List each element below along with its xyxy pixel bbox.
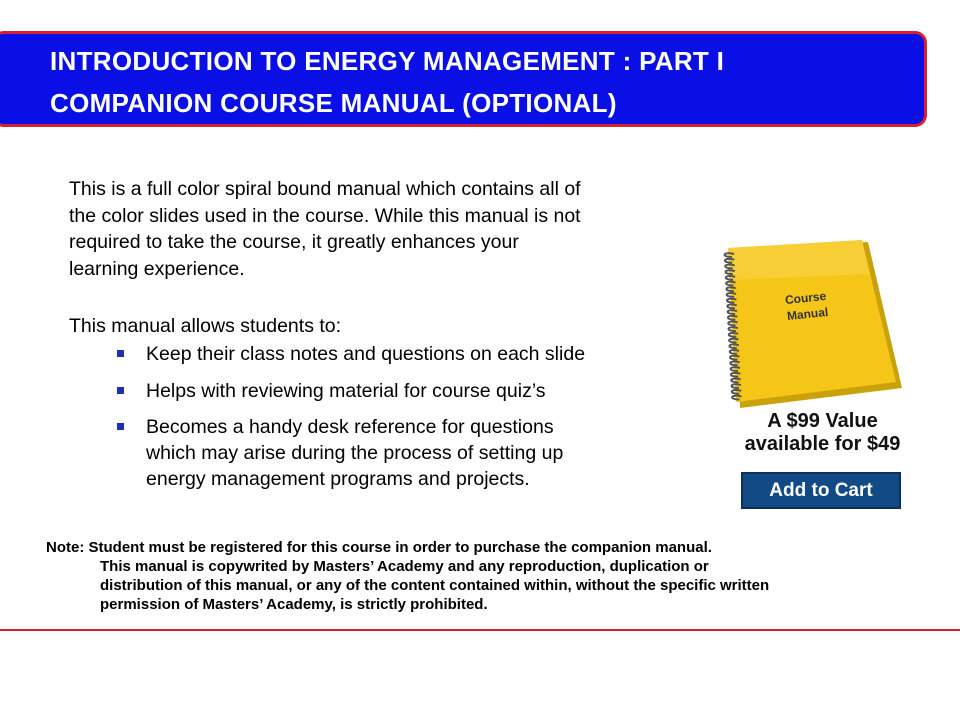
- intro-line: the color slides used in the course. While this manual is not: [69, 204, 581, 227]
- list-item-text: Becomes a handy desk reference for questions: [146, 416, 554, 438]
- footer-divider: [0, 629, 960, 631]
- note-line-3: distribution of this manual, or any of the content contained within, without the specific written: [100, 577, 770, 594]
- add-to-cart-button[interactable]: Add to Cart: [741, 472, 901, 509]
- title-line-1: INTRODUCTION TO ENERGY MANAGEMENT : PART I: [50, 46, 725, 76]
- benefits-lead: This manual allows students to:: [69, 315, 342, 337]
- intro-line: required to take the course, it greatly enhances your: [69, 231, 519, 253]
- title-line-2: COMPANION COURSE MANUAL (OPTIONAL): [50, 88, 617, 118]
- intro-line: This is a full color spiral bound manual which contains all of: [69, 178, 581, 200]
- legal-note: [46, 538, 946, 614]
- list-item-text: which may arise during the process of setting up: [146, 442, 564, 464]
- cover-text-2: Manual: [786, 304, 829, 324]
- intro-line: learning experience.: [69, 257, 245, 280]
- note-line-1: Note: Student must be registered for this course in order to purchase the companion manual.: [46, 539, 712, 556]
- benefits-list: [117, 341, 697, 492]
- title-banner: [0, 31, 927, 127]
- bullet-square-icon: [117, 350, 124, 357]
- intro-paragraph: [69, 176, 709, 282]
- list-item-text: Keep their class notes and questions on each slide: [146, 343, 586, 365]
- list-item: [117, 378, 697, 404]
- note-line-2: This manual is copywrited by Masters’ Academy and any reproduction, duplication or: [100, 558, 709, 575]
- list-item-text: energy management programs and projects.: [146, 468, 530, 490]
- spiral-notebook-icon: [710, 240, 910, 415]
- note-line-4: permission of Masters’ Academy, is strictly prohibited.: [100, 596, 488, 613]
- price-line-2: available for $49: [744, 433, 901, 455]
- bullet-square-icon: [117, 387, 124, 394]
- price-label: [715, 410, 930, 456]
- price-line-1: A $99 Value: [767, 410, 878, 432]
- list-item: [117, 414, 697, 492]
- bullet-square-icon: [117, 423, 124, 430]
- cover-text-1: Course: [784, 288, 827, 308]
- list-item-text: Helps with reviewing material for course quiz’s: [146, 380, 546, 402]
- list-item: [117, 341, 697, 367]
